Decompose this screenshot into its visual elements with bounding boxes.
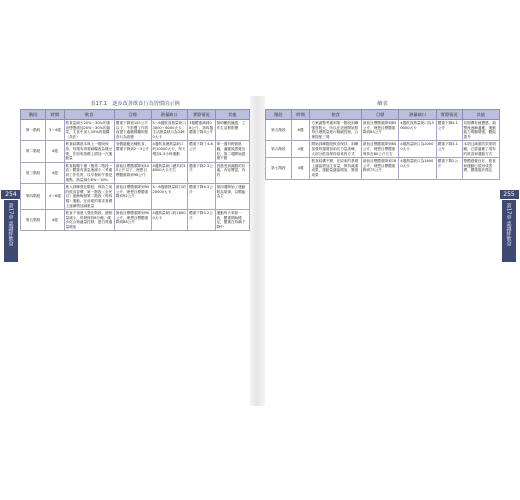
deficit-cell: 4～6週總熱量缺口約20000大卡 xyxy=(151,184,188,210)
time-cell: 4週 xyxy=(291,158,310,179)
time-cell: 4週 xyxy=(291,141,310,158)
table-row xyxy=(21,162,250,183)
right-chapter-label: 第17章 認識絆飲食 xyxy=(505,203,512,246)
continued-label: 續表 xyxy=(377,101,388,107)
header-cell: 目標 xyxy=(361,110,398,120)
header-cell: 時間 xyxy=(46,110,64,120)
actual-cell: 體重下降4.1公斤 xyxy=(436,120,462,141)
header-cell: 其他 xyxy=(215,110,249,120)
other-cell: 運動每天來源一致，體重開始穩定，體重在持續下降中 xyxy=(215,210,249,231)
time-cell: 4週 xyxy=(46,210,64,231)
other-cell: 無明顯飢餓感，工作生活無影響 xyxy=(215,120,249,141)
diet-cell: 飲食干預進入強化階段，總熱量減少，每餐保持8分飽，碳水化合物適量控制，蛋白質適量增加 xyxy=(64,210,114,231)
goal-cell: 最低目標體重降到80公斤，理想目標體重保持在80公斤左右 xyxy=(361,141,398,158)
header-cell: 其他 xyxy=(462,110,499,120)
left-chapter-tab xyxy=(4,191,18,262)
goal-cell: 最低目標體重降到90公斤，理想目標體重降到88公斤 xyxy=(114,210,151,231)
time-cell: 6週 xyxy=(291,120,310,141)
right-page-number: 255 xyxy=(499,190,519,199)
actual-cell: 體重下降4.3公斤 xyxy=(188,184,215,210)
actual-cell: 體重下降3.1公斤 xyxy=(436,141,462,158)
header-cell: 時間 xyxy=(291,110,310,120)
diet-cell: 飲食粗糧干擾（搬第二階段一致）體重有著急速減少（考慮到工作性質，以早餐和午餐是重點，熱量減少8%～10% xyxy=(64,162,114,183)
other-cell: 初期偶有疲憊感，調整後逐漸適應，運動能力明顯增強，體能提升 xyxy=(462,120,499,141)
deficit-cell: 5～6週飲食熱量缺口3000～6000大卡，生活熱量缺口為3360大卡 xyxy=(151,120,188,141)
table-row xyxy=(266,120,500,141)
time-cell: 3～4週 xyxy=(46,120,64,141)
header-cell: 飲食 xyxy=(310,110,361,120)
diet-cell: 進入訓練強化階段，保持之前的飲食習慣，第一階段（全民自）逐漸晚餐第二階段（每四週）運動，在前面的要求基礎上逐漸增加減重量 xyxy=(64,184,114,210)
stage-cell: 第一階段 xyxy=(21,120,46,141)
deficit-cell: 4週飲食熱量缺口為30000大卡 xyxy=(399,120,436,141)
header-cell: 實際情況 xyxy=(188,110,215,120)
header-cell: 熱量缺口 xyxy=(151,110,188,120)
actual-cell: 體重下降2.3公斤 xyxy=(188,162,215,183)
book-gutter xyxy=(250,96,265,406)
stage-cell: 第四階段 xyxy=(21,184,46,210)
stage-cell: 第五階段 xyxy=(21,210,46,231)
right-table-header xyxy=(266,110,500,120)
table-row xyxy=(266,158,500,179)
goal-cell: 最低目標體重降到100公斤以下，理想目標體重降到98公斤 xyxy=(114,162,151,183)
left-page-number: 254 xyxy=(1,190,21,199)
other-cell: 本項目減重的效果明顯，已經適應了現有的飲食和運動方式 xyxy=(462,141,499,158)
left-page xyxy=(20,96,250,406)
stage-cell: 第六階段 xyxy=(266,141,292,158)
header-cell: 階段 xyxy=(21,110,46,120)
right-table xyxy=(265,109,500,180)
actual-cell: 體重下降了4.8公斤 xyxy=(188,141,215,162)
diet-cell: 開始訓練階段飲食保持，訓練加強每週增加兩次力量訓練，大部分飲食保持原來的方式 xyxy=(310,141,361,158)
table-row xyxy=(21,210,250,231)
deficit-cell: 4週熱量缺口約18000大卡 xyxy=(151,210,188,231)
left-table-header xyxy=(21,110,250,120)
goal-cell: 體重下降到105公斤以下，不影響工作的前提下適應雜糧和飲食行為改變 xyxy=(114,120,151,141)
other-cell: 因感受到減脂的好處，內容豐富，有效 xyxy=(215,162,249,183)
goal-cell: 身體適應這種飲食，體重下降到2～3公斤 xyxy=(114,141,151,162)
deficit-cell: 4週熱量缺口總共約16000大卡左右 xyxy=(151,162,188,183)
left-chapter-label: 第17章 認識絆飲食 xyxy=(7,203,14,246)
header-cell: 熱量缺口 xyxy=(399,110,436,120)
other-cell: 第四週開始了運動較為規律，以體能為主 xyxy=(215,184,249,210)
deficit-cell: 4週熱量缺口為16000大卡 xyxy=(399,158,436,179)
deficit-cell: 4週飲食總熱量缺口約10000大卡，每天增加1.5小時運動 xyxy=(151,141,188,162)
actual-cell: 3週體重減到08公斤，第四週體重下降3公斤 xyxy=(188,120,215,141)
deficit-cell: 4週熱量缺口為20000大卡 xyxy=(399,141,436,158)
time-cell: 4～6週 xyxy=(46,184,64,210)
actual-cell: 體重下降2公斤 xyxy=(436,158,462,179)
table-title: 表17.1 逐步改善飲食行為習慣的示例 xyxy=(90,101,180,107)
stage-cell: 第七階段 xyxy=(266,158,292,179)
right-page xyxy=(265,96,500,406)
goal-cell: 最低目標體重降到85公斤，理想目標體重降到83公斤 xyxy=(361,120,398,141)
other-cell: 整體感覺良好，飲食和運動已經形成習慣，體重趨於穩定 xyxy=(462,158,499,179)
stage-cell: 第三階段 xyxy=(21,162,46,183)
other-cell: 第一週有輕微飢餓，適應後感覺良好，第二週開始感覺不錯 xyxy=(215,141,249,162)
table-row xyxy=(266,141,500,158)
header-cell: 階段 xyxy=(266,110,292,120)
goal-cell: 最低目標體重降到95公斤，理想目標體重降到92公斤 xyxy=(114,184,151,210)
actual-cell: 體重下降3.2公斤 xyxy=(188,210,215,231)
table-row xyxy=(21,141,250,162)
stage-cell: 第二階段 xyxy=(21,141,46,162)
header-cell: 目標 xyxy=(114,110,151,120)
diet-cell: 方案調整考慮到第一階段訓練強度較大，所以在這裡開始對每日總熱量進行精細控制，合理搭配三餐 xyxy=(310,120,361,141)
header-cell: 實際情況 xyxy=(436,110,462,120)
time-cell: 4週 xyxy=(46,162,64,183)
stage-cell: 第五階段 xyxy=(266,120,292,141)
diet-cell: 飲食量減少20%～30%的進食慢慢增加20%～30%的蔬菜，主食中加入30%的粗糧（蒸法） xyxy=(64,120,114,141)
table-row xyxy=(21,184,250,210)
header-cell: 飲食 xyxy=(64,110,114,120)
right-chapter-tab xyxy=(502,191,516,262)
table-row xyxy=(21,120,250,141)
time-cell: 4週 xyxy=(46,141,64,162)
left-table xyxy=(20,109,250,231)
diet-cell: 飲食結構基本與上一階段保持，每週有兩餐細糧改為雜豆粥，在原來基礎上增加一次運動量 xyxy=(64,141,114,162)
diet-cell: 飲食結構不變，在原來的基礎上適當增加主食量，保持減重成果，運動量適當增加，鞏固成果 xyxy=(310,158,361,179)
goal-cell: 最低目標體重降到78公斤，理想目標體重降到75公斤 xyxy=(361,158,398,179)
